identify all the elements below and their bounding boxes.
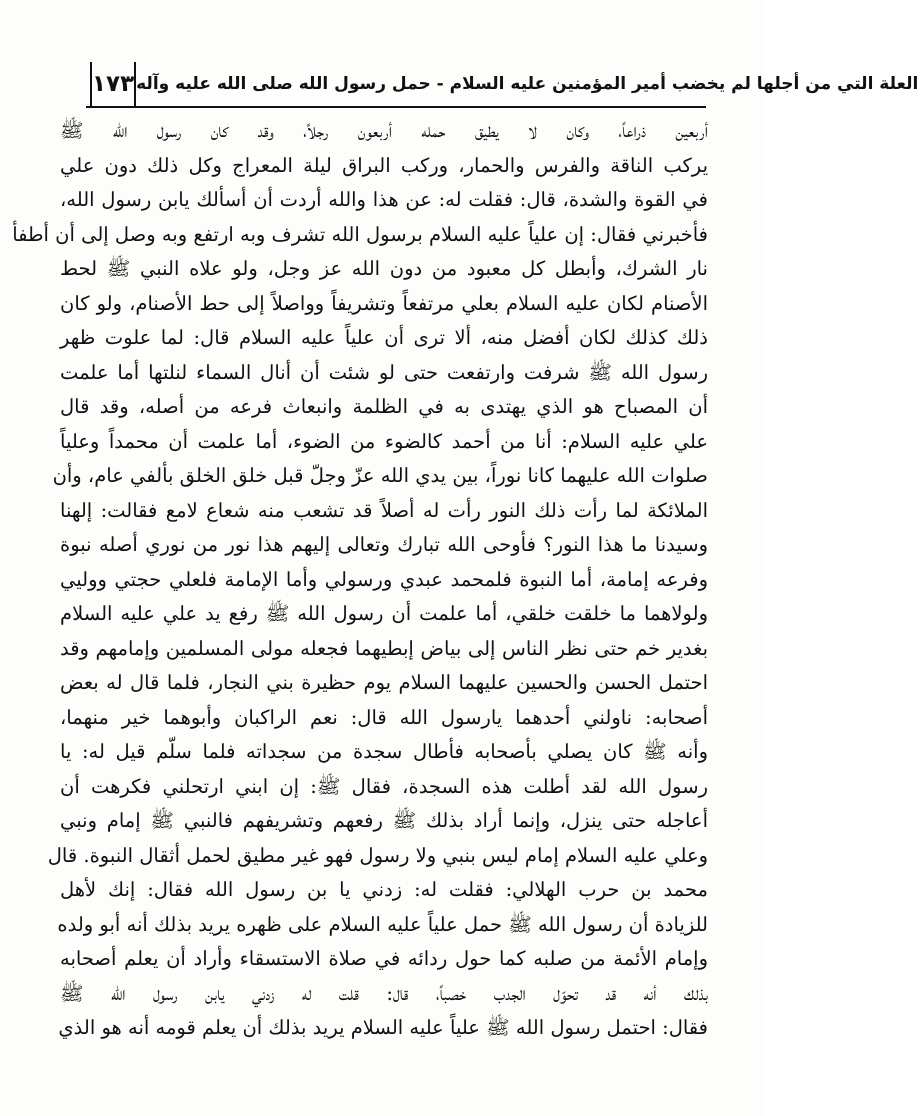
text-line: صلوات الله عليهما كانا نوراً، بين يدي الله عزّ وجلّ قبل خلق الخلق بألفي عام، وأن (52, 464, 708, 487)
text-line: بغدير خم حتى نظر الناس إلى بياض إبطيهما فجعله مولى المسلمين وإمامهم وقد (60, 636, 708, 660)
text-line: في القوة والشدة، قال: فقلت له: عن هذا والله أردت أن أسألك يابن رسول الله، (60, 188, 708, 211)
text-line: علي عليه السلام: أنا من أحمد كالضوء من الضوء، أما علمت أن محمداً وعلياً (60, 429, 708, 453)
running-header (86, 62, 919, 108)
text-line: احتمل الحسن والحسين عليهما السلام يوم حظيرة بني النجار، فلما قال له بعض (60, 671, 708, 694)
text-line: وأنه ﷺ كان يصلي بأصحابه فأطال سجدة من سجداته فلما سلّم قيل له: يا (60, 740, 708, 763)
text-line: فقال: احتمل رسول الله ﷺ علياً عليه السلام يريد بذلك أن يعلم قومه أنه هو الذي (58, 1016, 708, 1039)
text-line: رسول الله لقد أطلت هذه السجدة، فقال ﷺ: إن ابني ارتحلني فكرهت أن (60, 774, 708, 798)
text-line: بذلك أنه قد تحوّل الجدب خصباً، قال: قلت له زدني يابن رسول الله ﷺ (60, 981, 708, 1005)
text-line: أصحابه: ناولني أحدهما يارسول الله قال: نعم الراكبان وأبوهما خير منهما، (60, 705, 708, 729)
text-line: وفرعه إمامة، أما النبوة فلمحمد عبدي ورسولي وأما الإمامة فلعلي حجتي ووليي (60, 567, 708, 591)
body-text (12, 114, 708, 1046)
text-line: محمد بن حرب الهلالي: فقلت له: زدني يا بن رسول الله فقال: إنك لأهل (60, 878, 708, 901)
header-title: العلة التي من أجلها لم يخضب أمير المؤمنين عليه السلام - حمل رسول الله صلى الله عليه وآله (136, 74, 919, 94)
text-line: أربعين ذراعاً، وكان لا يطيق حمله أربعون رجلاً، وقد كان رسول الله ﷺ (60, 119, 708, 142)
text-line: وإمام الأئمة من صلبه كما حول ردائه في صلاة الاستسقاء وأراد أن يعلم أصحابه (60, 947, 708, 970)
text-line: وعلي عليه السلام إمام ليس بنبي ولا رسول فهو غير مطيق لحمل أثقال النبوة. قال (47, 843, 708, 867)
text-line: يركب الناقة والفرس والحمار، وركب البراق ليلة المعراج وكل ذلك دون علي (60, 153, 708, 177)
text-line: أن المصباح هو الذي يهتدى به في الظلمة وانبعاث فرعه من أصله، وقد قال (60, 395, 708, 418)
text-line: نار الشرك، وأبطل كل معبود من دون الله عز وجل، ولو علاه النبي ﷺ لحط (60, 257, 708, 280)
text-line: الأصنام لكان عليه السلام بعلي مرتفعاً وتشريفاً وواصلاً إلى حط الأصنام، ولو كان (60, 291, 708, 315)
text-line: وسيدنا ما هذا النور؟ فأوحى الله تبارك وتعالى إليهم هذا نور من نوري أصله نبوة (60, 533, 708, 556)
page-number: ١٧٣ (90, 62, 136, 106)
text-line: الملائكة لما رأت ذلك النور رأت له أصلاً قد تشعب منه شعاع لامع فقالت: إلهنا (60, 498, 708, 522)
text-line: للزيادة أن رسول الله ﷺ حمل علياً عليه السلام على ظهره يريد بذلك أنه أبو ولده (57, 912, 708, 936)
text-line: أعاجله حتى ينزل، وإنما أراد بذلك ﷺ رفعهم وتشريفهم فالنبي ﷺ إمام ونبي (60, 809, 708, 832)
text-line: ولولاهما ما خلقت خلقي، أما علمت أن رسول الله ﷺ رفع يد علي عليه السلام (60, 602, 708, 625)
text-line: فأخبرني فقال: إن علياً عليه السلام برسول الله تشرف وبه ارتفع وبه وصل إلى أن أطفأ (12, 222, 708, 246)
text-line: رسول الله ﷺ شرفت وارتفعت حتى لو شئت أن أنال السماء لنلتها أما علمت (60, 360, 708, 384)
text-line: ذلك كذلك لكان أفضل منه، ألا ترى أن علياً عليه السلام قال: لما علوت ظهر (60, 326, 708, 349)
